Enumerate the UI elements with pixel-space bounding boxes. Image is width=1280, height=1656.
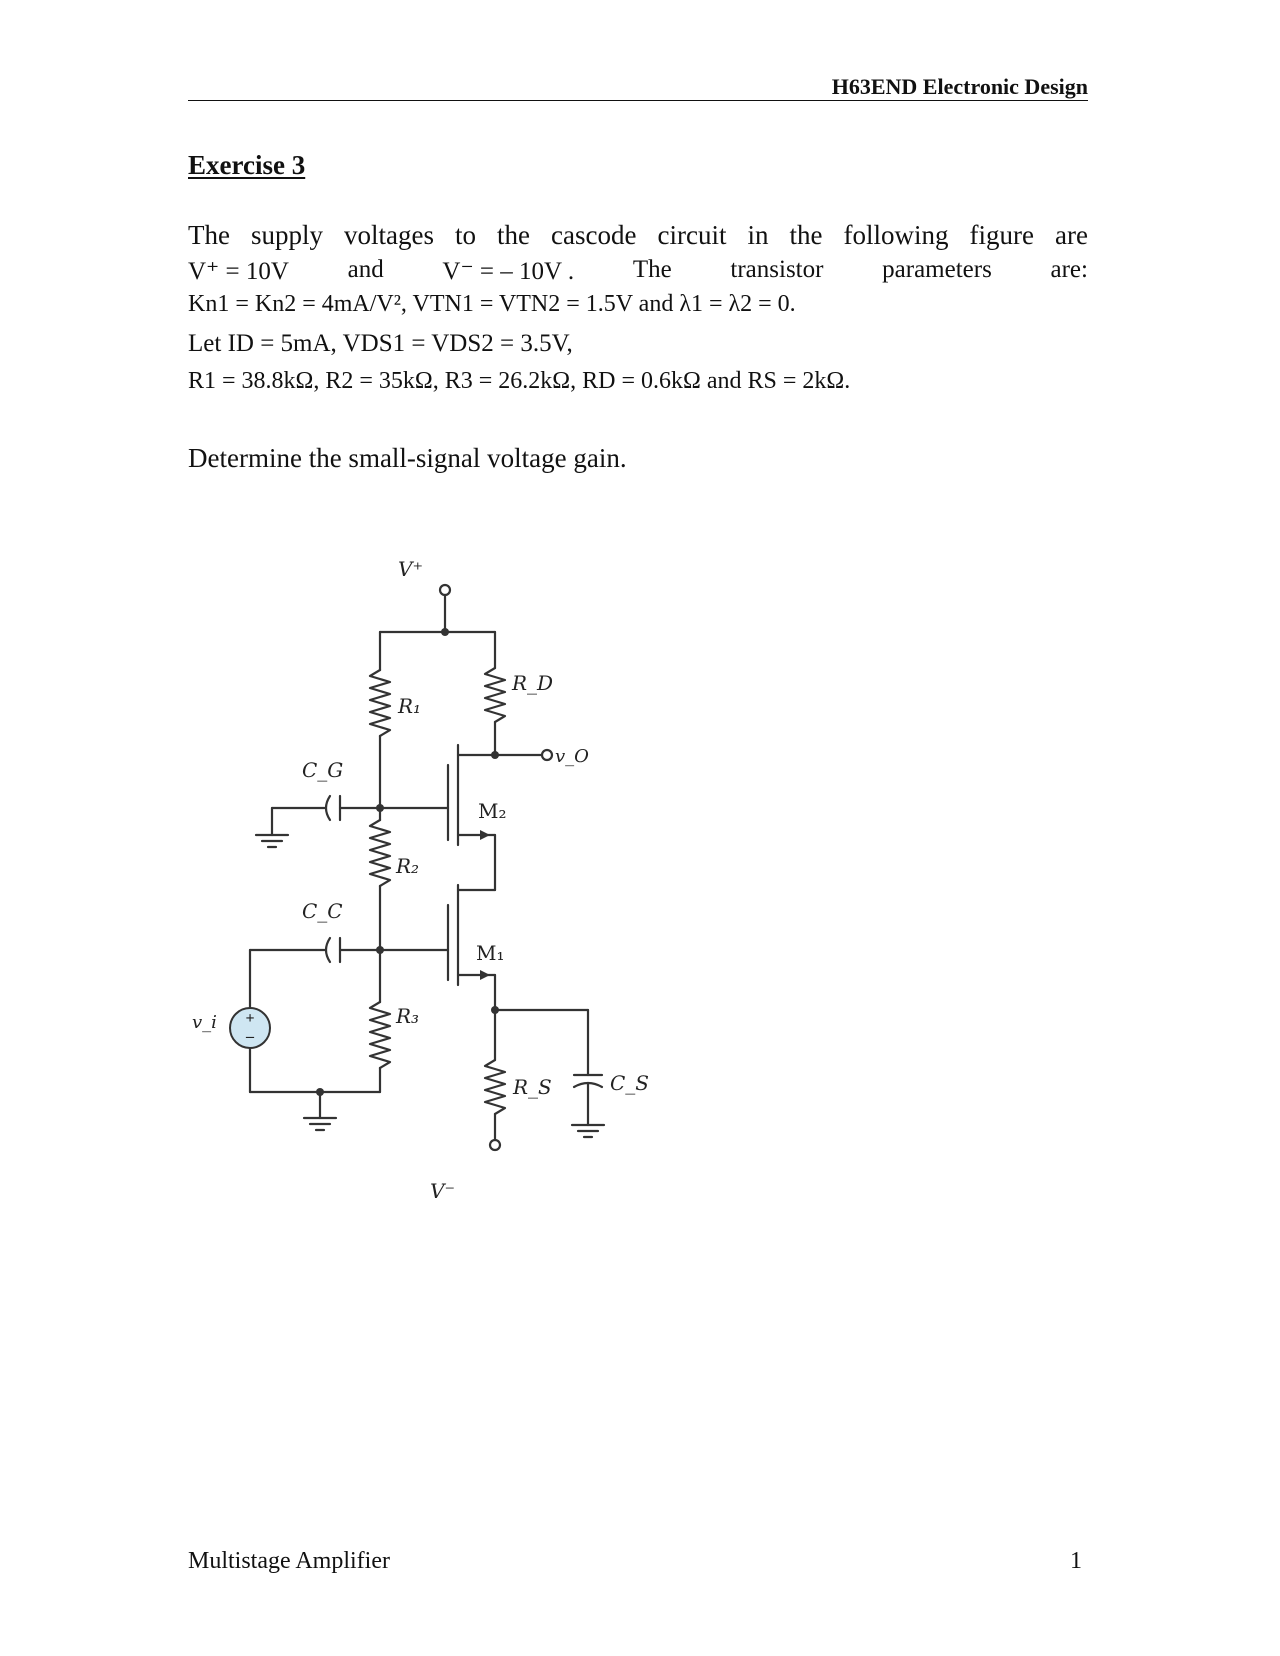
question-text: Determine the small-signal voltage gain. [188, 443, 627, 473]
cg-label: C_G [302, 758, 344, 782]
exercise-title: Exercise 3 [188, 150, 306, 180]
problem-intro: The supply voltages to the cascode circuit in the following figure are [188, 220, 1088, 250]
supply-tail-parameters: parameters [882, 256, 992, 283]
rd-label: R_D [512, 671, 554, 695]
supply-and: and [347, 256, 384, 283]
vplus-label: V⁺ [398, 557, 423, 581]
resistor-values: R1 = 38.8kΩ, R2 = 35kΩ, R3 = 26.2kΩ, RD = 0.6kΩ and RS = 2kΩ. [188, 368, 851, 394]
supply-voltages-line [188, 256, 1088, 286]
transistor-parameters: Kn1 = Kn2 = 4mA/V², VTN1 = VTN2 = 1.5V and λ1 = λ2 = 0. [188, 291, 796, 317]
supply-tail-transistor: transistor [730, 256, 824, 283]
svg-text:–: – [246, 1028, 254, 1045]
page-number: 1 [1070, 1548, 1082, 1574]
footer-section-title: Multistage Amplifier [188, 1548, 390, 1574]
r2-label: R₂ [396, 854, 420, 878]
vi-label: v_i [192, 1012, 217, 1033]
cascode-circuit-diagram [190, 540, 650, 1200]
vminus-label: V⁻ [430, 1179, 455, 1200]
m1-label: M₁ [476, 941, 505, 965]
operating-point: Let ID = 5mA, VDS1 = VDS2 = 3.5V, [188, 330, 573, 357]
m2-label: M₂ [478, 799, 507, 823]
course-title: H63END Electronic Design [831, 74, 1088, 99]
rs-label: R_S [513, 1075, 552, 1099]
r1-label: R₁ [398, 694, 422, 718]
supply-tail-the: The [632, 256, 672, 283]
svg-text:+: + [245, 1010, 255, 1027]
vo-label: v_O [555, 746, 589, 767]
cs-label: C_S [610, 1071, 650, 1095]
supply-vminus: V⁻ = – 10V . [442, 258, 575, 285]
r3-label: R₃ [396, 1004, 420, 1028]
page-header [188, 74, 1088, 101]
cc-label: C_C [302, 899, 343, 923]
supply-tail-are: are: [1050, 256, 1088, 283]
supply-vplus: V⁺ = 10V [188, 258, 289, 285]
